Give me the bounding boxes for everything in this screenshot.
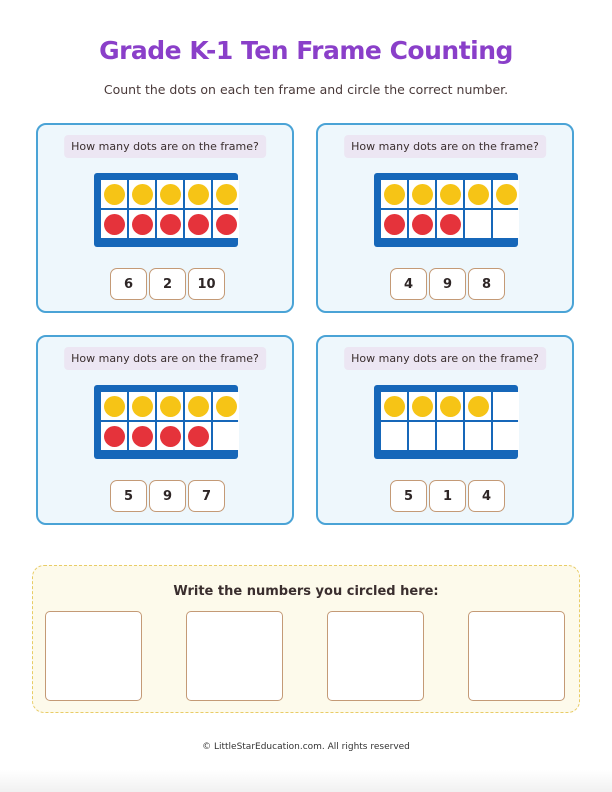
red-dot xyxy=(160,426,181,447)
page-title: Grade K-1 Ten Frame Counting xyxy=(99,36,513,65)
frame-cell xyxy=(157,210,183,238)
choice-button[interactable]: 5 xyxy=(390,480,427,512)
ten-frame xyxy=(94,385,238,459)
frame-cell xyxy=(465,422,491,450)
frame-cell xyxy=(409,392,435,420)
frame-cell xyxy=(213,180,239,208)
yellow-dot xyxy=(132,396,153,417)
frame-cell xyxy=(129,422,155,450)
choice-button[interactable]: 1 xyxy=(429,480,466,512)
frame-cell xyxy=(213,422,239,450)
yellow-dot xyxy=(188,396,209,417)
frame-cell xyxy=(437,392,463,420)
red-dot xyxy=(384,214,405,235)
yellow-dot xyxy=(384,184,405,205)
frame-cell xyxy=(129,180,155,208)
frame-cell xyxy=(185,392,211,420)
frame-cell xyxy=(213,392,239,420)
frame-cell xyxy=(409,180,435,208)
frame-cell xyxy=(437,180,463,208)
red-dot xyxy=(188,426,209,447)
frame-cell xyxy=(465,392,491,420)
answer-box-3[interactable] xyxy=(327,611,424,701)
choice-button[interactable]: 9 xyxy=(429,268,466,300)
yellow-dot xyxy=(160,396,181,417)
ten-frame xyxy=(374,385,518,459)
frame-cell xyxy=(409,210,435,238)
frame-cell xyxy=(381,422,407,450)
yellow-dot xyxy=(412,184,433,205)
frame-cell xyxy=(213,210,239,238)
ten-frame-card-3 xyxy=(36,335,294,525)
choice-button[interactable]: 5 xyxy=(110,480,147,512)
choice-button[interactable]: 9 xyxy=(149,480,186,512)
red-dot xyxy=(160,214,181,235)
yellow-dot xyxy=(468,396,489,417)
red-dot xyxy=(412,214,433,235)
frame-cell xyxy=(185,210,211,238)
copyright-footer: © LittleStarEducation.com. All rights reserved xyxy=(202,742,410,752)
choice-button[interactable]: 8 xyxy=(468,268,505,300)
frame-cell xyxy=(437,210,463,238)
frame-cell xyxy=(409,422,435,450)
ten-frame-card-1 xyxy=(36,123,294,313)
yellow-dot xyxy=(160,184,181,205)
red-dot xyxy=(104,214,125,235)
frame-cell xyxy=(493,422,519,450)
frame-cell xyxy=(185,422,211,450)
yellow-dot xyxy=(104,396,125,417)
question-label: How many dots are on the frame? xyxy=(344,347,546,370)
page-bottom-shade xyxy=(0,770,612,792)
yellow-dot xyxy=(132,184,153,205)
ten-frame-card-4 xyxy=(316,335,574,525)
frame-cell xyxy=(381,180,407,208)
ten-frame xyxy=(374,173,518,247)
frame-cell xyxy=(101,210,127,238)
answer-box-4[interactable] xyxy=(468,611,565,701)
yellow-dot xyxy=(468,184,489,205)
question-label: How many dots are on the frame? xyxy=(344,135,546,158)
red-dot xyxy=(188,214,209,235)
frame-cell xyxy=(493,392,519,420)
red-dot xyxy=(104,426,125,447)
frame-cell xyxy=(493,180,519,208)
frame-cell xyxy=(185,180,211,208)
red-dot xyxy=(216,214,237,235)
frame-cell xyxy=(157,422,183,450)
answer-box-2[interactable] xyxy=(186,611,283,701)
frame-cell xyxy=(465,210,491,238)
yellow-dot xyxy=(440,396,461,417)
choice-button[interactable]: 7 xyxy=(188,480,225,512)
page-subtitle: Count the dots on each ten frame and circle the correct number. xyxy=(103,82,509,97)
yellow-dot xyxy=(412,396,433,417)
frame-cell xyxy=(493,210,519,238)
frame-cell xyxy=(381,392,407,420)
red-dot xyxy=(132,214,153,235)
frame-cell xyxy=(437,422,463,450)
choice-button[interactable]: 10 xyxy=(188,268,225,300)
yellow-dot xyxy=(384,396,405,417)
choice-button[interactable]: 4 xyxy=(468,480,505,512)
frame-cell xyxy=(101,422,127,450)
frame-cell xyxy=(129,392,155,420)
yellow-dot xyxy=(496,184,517,205)
yellow-dot xyxy=(188,184,209,205)
red-dot xyxy=(132,426,153,447)
frame-cell xyxy=(465,180,491,208)
answer-instructions: Write the numbers you circled here: xyxy=(173,584,439,599)
choice-button[interactable]: 6 xyxy=(110,268,147,300)
answer-box-1[interactable] xyxy=(45,611,142,701)
question-label: How many dots are on the frame? xyxy=(64,347,266,370)
ten-frame-card-2 xyxy=(316,123,574,313)
frame-cell xyxy=(101,180,127,208)
frame-cell xyxy=(101,392,127,420)
frame-cell xyxy=(381,210,407,238)
yellow-dot xyxy=(104,184,125,205)
choice-button[interactable]: 2 xyxy=(149,268,186,300)
answer-panel xyxy=(32,565,580,713)
choice-button[interactable]: 4 xyxy=(390,268,427,300)
yellow-dot xyxy=(216,184,237,205)
frame-cell xyxy=(129,210,155,238)
yellow-dot xyxy=(440,184,461,205)
ten-frame xyxy=(94,173,238,247)
frame-cell xyxy=(157,392,183,420)
question-label: How many dots are on the frame? xyxy=(64,135,266,158)
red-dot xyxy=(440,214,461,235)
frame-cell xyxy=(157,180,183,208)
yellow-dot xyxy=(216,396,237,417)
